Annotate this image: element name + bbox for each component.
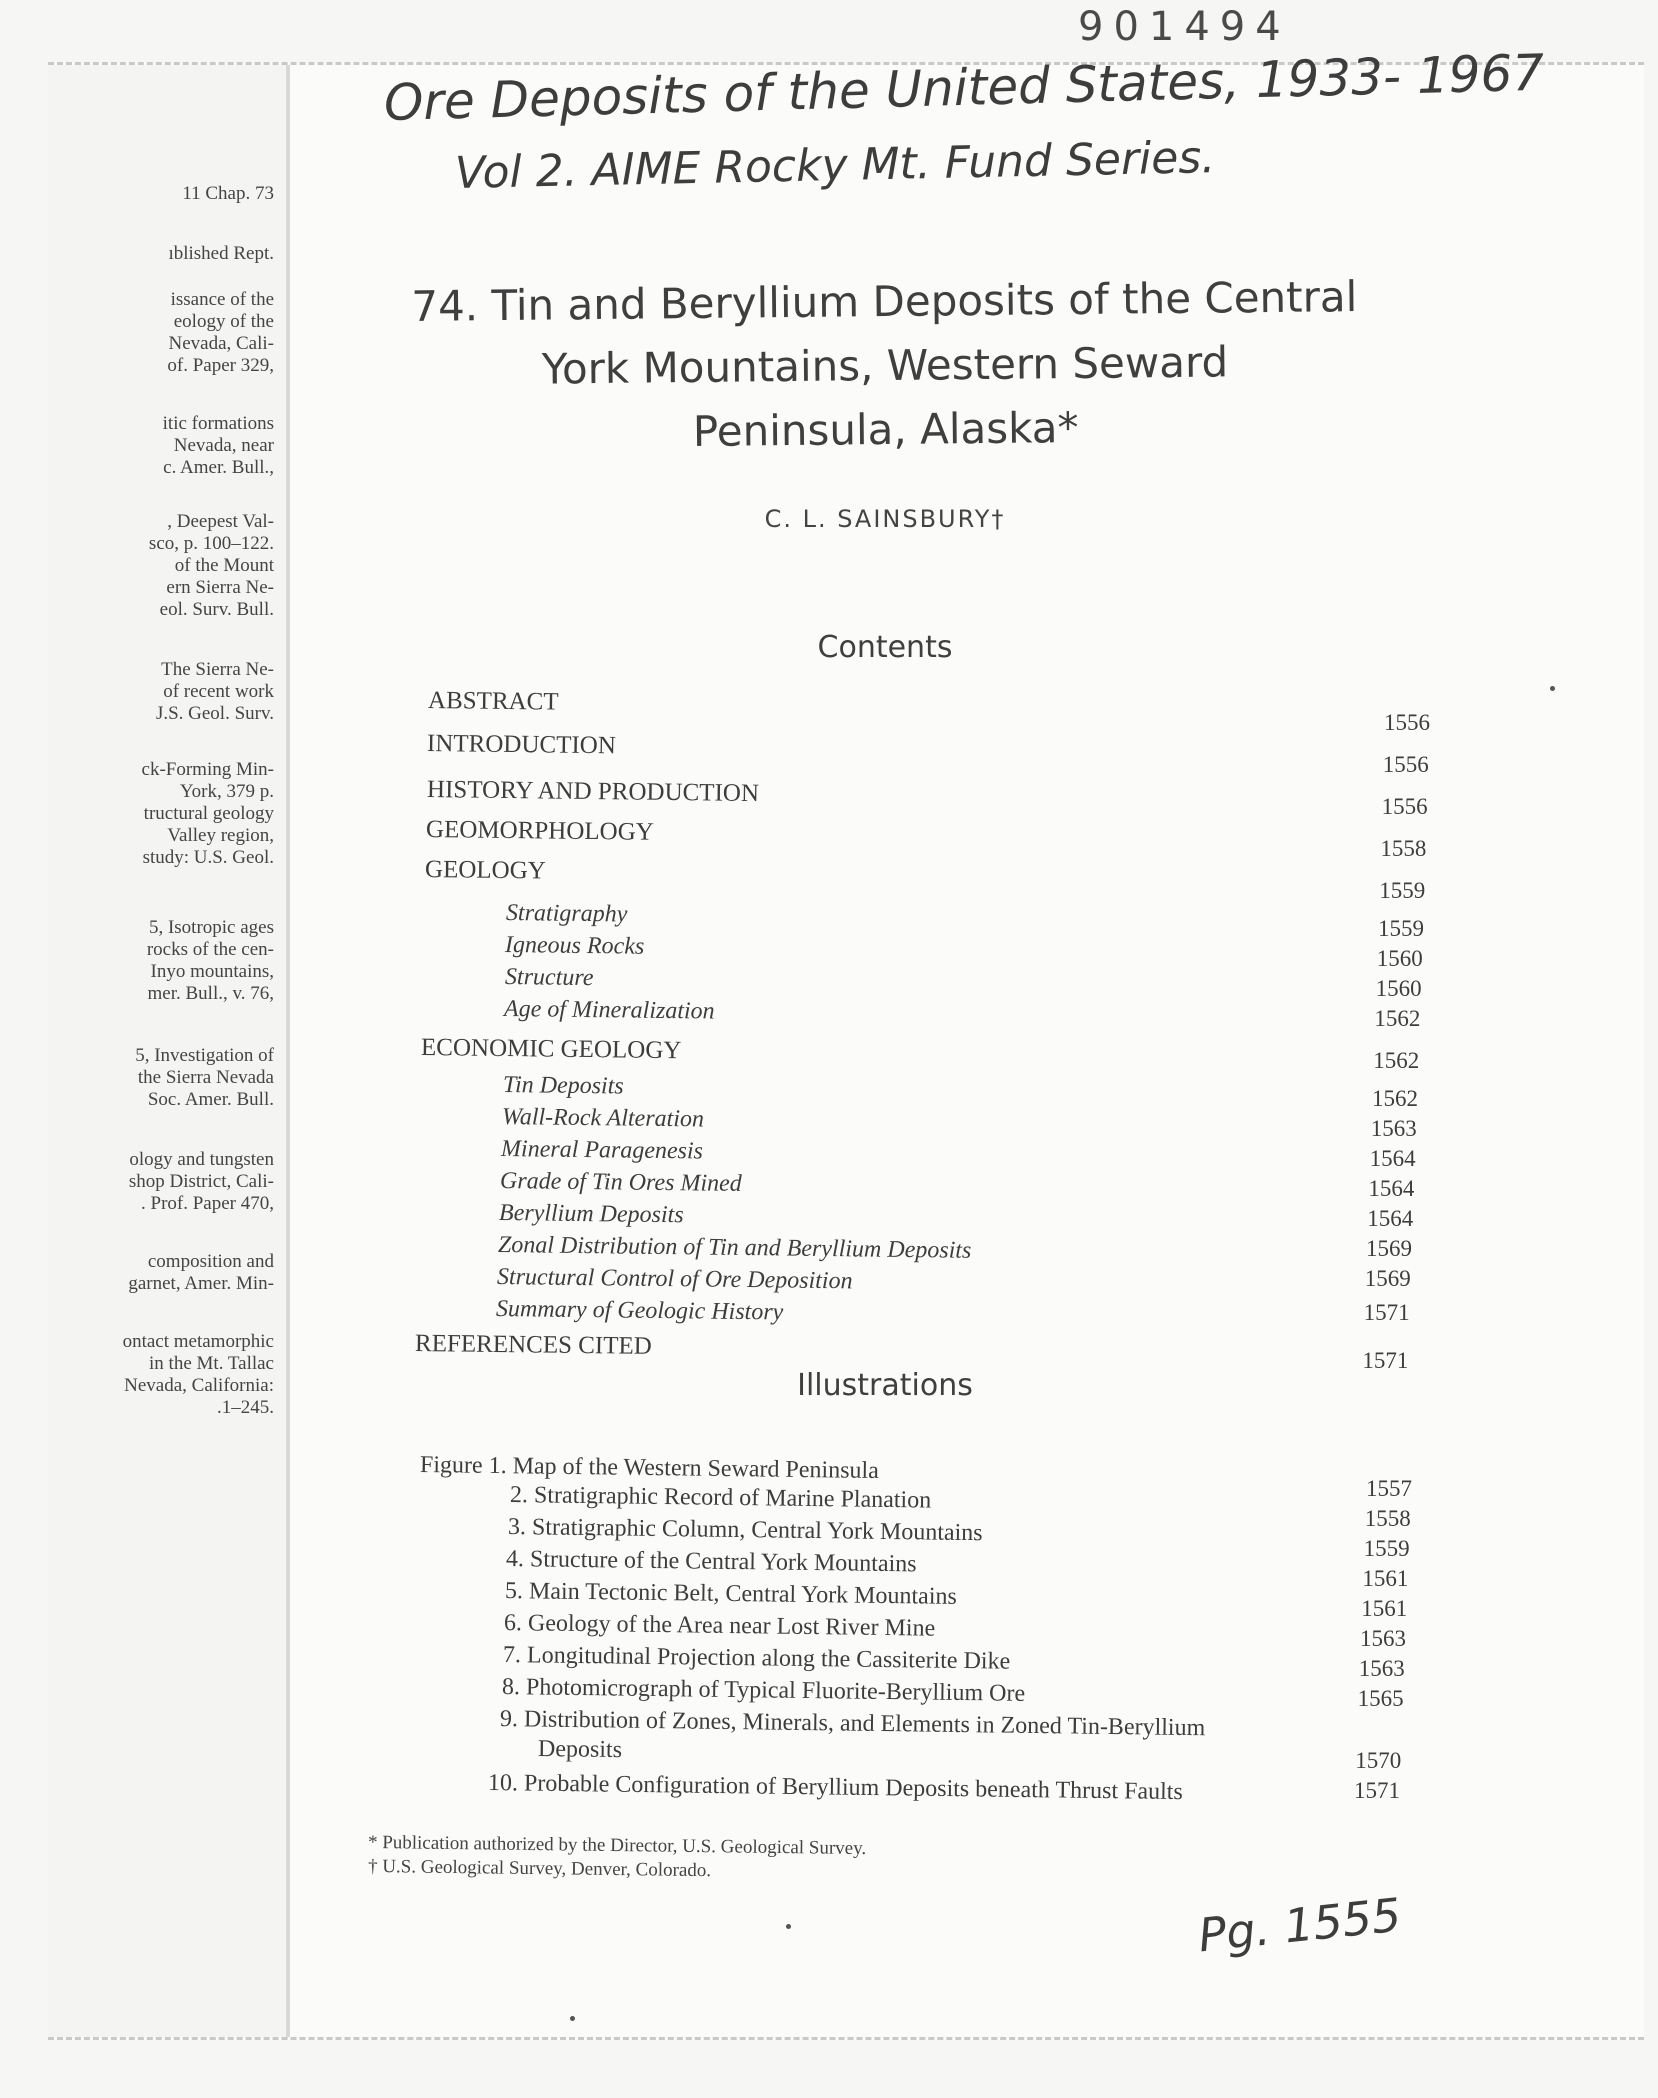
figure-entry-title: 5. Main Tectonic Belt, Central York Mountains: [504, 1578, 957, 1610]
facing-page-text-line: Nevada, near: [173, 435, 274, 456]
contents-entry-page: 1556: [1381, 794, 1428, 819]
contents-entry-title: ECONOMIC GEOLOGY: [420, 1034, 682, 1065]
facing-page-text-line: . Prof. Paper 470,: [141, 1193, 274, 1214]
facing-page-text-line: Nevada, California:: [124, 1375, 274, 1396]
handwritten-page-number: Pg. 1555: [1195, 1887, 1404, 1963]
contents-entry-title: Igneous Rocks: [504, 932, 645, 960]
contents-entry-title: Beryllium Deposits: [498, 1200, 684, 1229]
facing-page-text-line: 11 Chap. 73: [182, 183, 274, 204]
facing-page-text-line: Inyo mountains,: [150, 961, 274, 982]
facing-page-text-line: ontact metamorphic: [122, 1331, 274, 1352]
facing-page-text-line: study: U.S. Geol.: [142, 847, 274, 868]
contents-entry-page: 1564: [1369, 1146, 1416, 1171]
facing-page-text-line: Nevada, Cali-: [168, 333, 274, 354]
facing-page-text-line: sco, p. 100–122.: [148, 533, 274, 554]
article-title: [329, 264, 1441, 468]
facing-page-strip: [48, 65, 290, 2037]
author: C. L. SAINSBURY†: [764, 505, 1006, 533]
contents-entry-page: 1560: [1376, 946, 1423, 971]
facing-page-text-line: composition and: [147, 1251, 274, 1272]
figure-entry-page: 1558: [1364, 1506, 1411, 1531]
contents-entry-page: 1564: [1368, 1176, 1415, 1201]
facing-page-text-line: Valley region,: [167, 825, 274, 846]
contents-entry-page: 1569: [1364, 1266, 1411, 1291]
contents-entry-page: 1559: [1378, 916, 1424, 941]
contents-entry-title: Grade of Tin Ores Mined: [499, 1168, 742, 1197]
figure-entry-title: 4. Structure of the Central York Mountains: [505, 1546, 917, 1578]
contents-entry-page: 1556: [1384, 710, 1430, 735]
contents-entry-page: 1559: [1379, 878, 1426, 903]
facing-page-text-line: garnet, Amer. Min-: [128, 1273, 274, 1294]
figure-entry-page: 1561: [1361, 1596, 1408, 1621]
facing-page-text-line: ology and tungsten: [129, 1149, 274, 1170]
contents-entry-page: 1562: [1373, 1048, 1420, 1073]
contents-entry-title: Summary of Geologic History: [495, 1296, 784, 1326]
contents-entry-title: Mineral Paragenesis: [500, 1136, 704, 1165]
contents-entry-title: Structure: [504, 964, 594, 992]
facing-page-text-line: The Sierra Ne-: [161, 659, 274, 680]
title-line: York Mountains, Western Seward: [541, 337, 1229, 394]
facing-page-text-line: , Deepest Val-: [167, 511, 274, 532]
handwritten-source-line-1: Ore Deposits of the United States, 1933- 1967: [383, 43, 1545, 132]
contents-entry-title: GEOLOGY: [424, 856, 546, 885]
contents-entry-title: INTRODUCTION: [426, 730, 617, 760]
contents-entry-page: 1571: [1362, 1348, 1409, 1373]
contents-entry-page: 1564: [1367, 1206, 1414, 1231]
facing-page-text-line: rocks of the cen-: [146, 939, 274, 960]
contents-entry-title: REFERENCES CITED: [414, 1330, 652, 1360]
contents-entry-page: 1562: [1374, 1006, 1421, 1031]
figure-entry-title: 10. Probable Configuration of Beryllium Deposits beneath Thrust Faults: [487, 1770, 1183, 1806]
contents-heading: Contents: [817, 630, 953, 665]
contents-entry-page: 1560: [1375, 976, 1422, 1001]
facing-page-text-line: itic formations: [162, 413, 274, 434]
title-line: 74. Tin and Beryllium Deposits of the Central: [411, 272, 1358, 331]
facing-page-text-line: in the Mt. Tallac: [149, 1353, 274, 1374]
figure-entry-page: 1571: [1354, 1778, 1400, 1803]
contents-entry-title: Tin Deposits: [502, 1072, 624, 1100]
contents-entry-title: HISTORY AND PRODUCTION: [426, 776, 760, 808]
handwritten-source-line-2: Vol 2. AIME Rocky Mt. Fund Series.: [454, 132, 1216, 199]
facing-page-text-line: J.S. Geol. Surv.: [155, 703, 274, 724]
illustrations-heading: Illustrations: [797, 1368, 973, 1403]
facing-page-text-line: Soc. Amer. Bull.: [147, 1089, 274, 1110]
contents-entry-title: ABSTRACT: [427, 687, 559, 716]
contents-entry-title: Stratigraphy: [505, 900, 628, 928]
figure-entry-title: 2. Stratigraphic Record of Marine Planation: [509, 1482, 932, 1514]
facing-page-text-line: eol. Surv. Bull.: [159, 599, 274, 620]
figure-entry-page: 1565: [1357, 1686, 1404, 1711]
figure-entry-title: 7. Longitudinal Projection along the Cassiterite Dike: [502, 1642, 1011, 1675]
facing-page-text-line: ıblished Rept.: [168, 243, 274, 264]
facing-page-text-line: shop District, Cali-: [128, 1171, 274, 1192]
footnote: † U.S. Geological Survey, Denver, Colorado.: [367, 1856, 712, 1882]
footnote: * Publication authorized by the Director, U.S. Geological Survey.: [367, 1832, 867, 1860]
title-line: Peninsula, Alaska*: [692, 402, 1079, 457]
facing-page-text-line: 5, Isotropic ages: [148, 917, 274, 938]
speck: [1550, 686, 1555, 691]
facing-page-text-line: mer. Bull., v. 76,: [147, 983, 274, 1004]
facing-page-text-line: York, 379 p.: [179, 781, 274, 802]
figure-entry-title: Deposits: [537, 1736, 623, 1764]
facing-page-text-line: ck-Forming Min-: [141, 759, 274, 780]
facing-page-text-line: the Sierra Nevada: [137, 1067, 274, 1088]
contents-entry-page: 1563: [1370, 1116, 1417, 1141]
facing-page-text-line: ern Sierra Ne-: [166, 577, 274, 598]
accession-number: 901494: [1078, 4, 1291, 50]
speck: [570, 2016, 575, 2021]
facing-page-text-line: tructural geology: [143, 803, 274, 824]
facing-page-text-line: c. Amer. Bull.,: [163, 457, 274, 478]
figure-entry-page: 1570: [1355, 1748, 1402, 1773]
facing-page-text-line: issance of the: [170, 289, 274, 310]
figure-entry-page: 1563: [1358, 1656, 1405, 1681]
facing-page-text-line: .1–245.: [217, 1397, 274, 1418]
contents-entry-title: Zonal Distribution of Tin and Beryllium Deposits: [497, 1232, 972, 1264]
contents-entry-title: Age of Mineralization: [503, 996, 715, 1025]
figure-entry-title: 6. Geology of the Area near Lost River Mine: [503, 1610, 936, 1642]
figure-entry-title: 8. Photomicrograph of Typical Fluorite-Beryllium Ore: [501, 1674, 1026, 1707]
figure-entry-page: 1557: [1366, 1476, 1412, 1501]
contents-entry-page: 1562: [1372, 1086, 1418, 1111]
figure-entry-title: Figure 1. Map of the Western Seward Peninsula: [419, 1452, 880, 1485]
figure-entry-page: 1563: [1360, 1626, 1406, 1651]
contents-entry-page: 1569: [1366, 1236, 1412, 1261]
figure-entry-page: 1561: [1362, 1566, 1409, 1591]
figure-entry-page: 1559: [1363, 1536, 1410, 1561]
figure-entry-title: 9. Distribution of Zones, Minerals, and Elements in Zoned Tin-Beryllium: [499, 1706, 1206, 1742]
contents-entry-page: 1558: [1380, 836, 1427, 861]
facing-page-text-line: of the Mount: [174, 555, 274, 576]
facing-page-text-line: eology of the: [173, 311, 274, 332]
speck: [786, 1924, 791, 1929]
figure-entry-title: 3. Stratigraphic Column, Central York Mountains: [507, 1514, 983, 1547]
facing-page-text-line: 5, Investigation of: [135, 1045, 274, 1066]
contents-entry-title: Wall-Rock Alteration: [501, 1104, 705, 1133]
contents-entry-title: Structural Control of Ore Deposition: [496, 1264, 853, 1295]
facing-page-text-line: of. Paper 329,: [167, 355, 274, 376]
contents-entry-title: GEOMORPHOLOGY: [425, 816, 654, 846]
facing-page-text-line: of recent work: [163, 681, 274, 702]
contents-entry-page: 1556: [1382, 752, 1429, 777]
contents-entry-page: 1571: [1363, 1300, 1410, 1325]
